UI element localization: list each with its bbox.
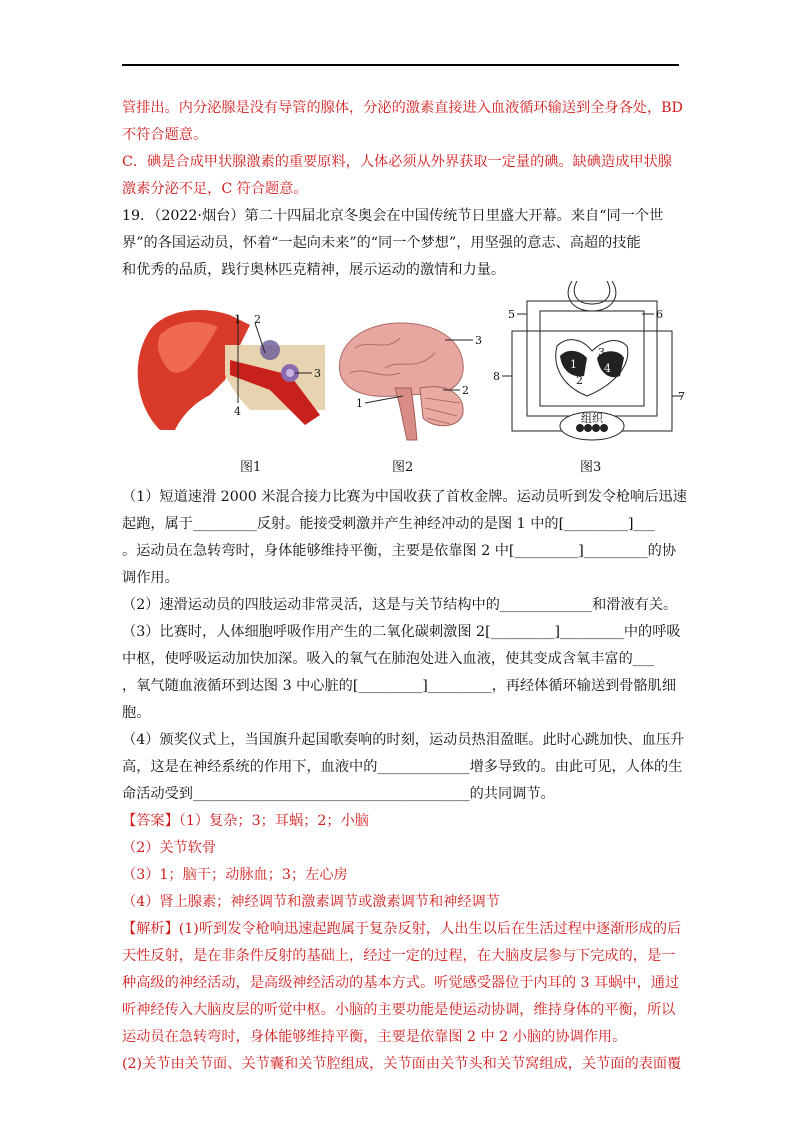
text-line-8: （1）短道速滑 2000 米混合接力比赛为中国收获了首枚金牌。运动员听到发令枪响后迅速 <box>122 489 687 505</box>
fig3-label-1: 1 <box>570 358 577 371</box>
text-line-20: 【答案】（1）复杂；3；耳蜗；2；小脑 <box>122 813 369 829</box>
text-line-19: 命活动受到_______________________________________的共同调节。 <box>122 786 555 802</box>
fig3-label-8: 8 <box>493 370 500 383</box>
text-line-6: 界”的各国运动员，怀着“一起向未来”的“同一个梦想”，用坚强的意志、高超的技能 <box>122 235 641 251</box>
fig3-label-3: 3 <box>598 346 605 359</box>
figure-2-brain <box>325 318 485 443</box>
text-line-23: （4）肾上腺素；神经调节和激素调节或激素调节和神经调节 <box>122 894 500 910</box>
text-line-27: 听神经传入大脑皮层的听觉中枢。小脑的主要功能是使运动协调，维持身体的平衡，所以 <box>122 1002 676 1018</box>
text-line-25: 天性反射，是在非条件反射的基础上，经过一定的过程，在大脑皮层参与下完成的，是一 <box>122 948 676 964</box>
text-line-1: 管排出。内分泌腺是没有导管的腺体，分泌的激素直接进入血液循环输送到全身各处，BD <box>122 100 683 116</box>
figure-1-caption: 图1 <box>240 460 262 475</box>
figure-2-caption: 图2 <box>392 460 414 475</box>
text-line-24: 【解析】(1)听到发令枪响迅速起跑属于复杂反射，人出生以后在生活过程中逐渐形成的后 <box>122 921 682 937</box>
fig3-label-6: 6 <box>656 308 663 321</box>
text-line-12: （2）速滑运动员的四肢运动非常灵活，这是与关节结构中的_____________和滑液有关。 <box>122 597 678 613</box>
fig1-label-3: 3 <box>314 367 321 380</box>
text-line-10: 。运动员在急转弯时，身体能够维持平衡，主要是依靠图 2 中[_________]_________的协 <box>122 543 677 559</box>
fig1-label-1: 1 <box>234 313 241 326</box>
figure-3-circulation <box>492 276 687 446</box>
text-line-29: (2)关节由关节面、关节囊和关节腔组成，关节面由关节头和关节窝组成，关节面的表面覆 <box>122 1056 682 1072</box>
text-line-13: （3）比赛时，人体细胞呼吸作用产生的二氧化碳刺激图 2[_________]_________中的呼吸 <box>122 624 681 640</box>
fig3-tissue-label: 组织 <box>581 412 603 425</box>
fig3-label-2: 2 <box>576 374 583 387</box>
text-line-2: 不符合题意。 <box>122 127 208 143</box>
fig3-label-4: 4 <box>604 362 611 375</box>
text-line-7: 和优秀的品质，践行奥林匹克精神，展示运动的激情和力量。 <box>122 262 506 278</box>
text-line-17: （4）颁奖仪式上，当国旗升起国歌奏响的时刻，运动员热泪盈眶。此时心跳加快、血压升 <box>122 732 685 748</box>
fig1-label-4: 4 <box>234 405 241 418</box>
text-line-22: （3）1；脑干；动脉血；3；左心房 <box>122 867 348 883</box>
fig3-label-5: 5 <box>508 308 515 321</box>
text-line-14: 中枢，使呼吸运动加快加深。吸入的氧气在肺泡处进入血液，使其变成含氧丰富的___ <box>122 651 655 667</box>
fig1-label-2: 2 <box>254 313 261 326</box>
text-line-16: 胞。 <box>122 705 151 721</box>
fig3-label-7: 7 <box>678 390 685 403</box>
figure-3-caption: 图3 <box>580 460 602 475</box>
figure-1-ear <box>130 305 330 435</box>
text-line-4: 激素分泌不足，C 符合题意。 <box>122 181 308 197</box>
text-line-5: 19．（2022·烟台）第二十四届北京冬奥会在中国传统节日里盛大开幕。来自“同一个世 <box>122 208 664 224</box>
text-line-11: 调作用。 <box>122 570 179 586</box>
text-line-18: 高，这是在神经系统的作用下，血液中的_____________增多导致的。由此可见，人体的生 <box>122 759 683 775</box>
fig2-label-3: 3 <box>475 334 482 347</box>
text-line-9: 起跑，属于_________反射。能接受刺激并产生神经冲动的是图 1 中的[_________]___ <box>122 516 655 532</box>
text-line-28: 运动员在急转弯时，身体能够维持平衡，主要是依靠图 2 中 2 小脑的协调作用。 <box>122 1029 627 1045</box>
text-line-21: （2）关节软骨 <box>122 840 217 856</box>
fig2-label-2: 2 <box>462 384 469 397</box>
text-line-26: 种高级的神经活动，是高级神经活动的基本方式。听觉感受器位于内耳的 3 耳蜗中，通过 <box>122 975 680 991</box>
fig2-label-1: 1 <box>356 397 363 410</box>
header-rule <box>122 64 679 66</box>
text-line-15: ，氧气随血液循环到达图 3 中心脏的[_________]_________，再经体循环输送到骨骼肌细 <box>122 678 677 694</box>
text-line-3: C．碘是合成甲状腺激素的重要原料，人体必须从外界获取一定量的碘。缺碘造成甲状腺 <box>122 154 672 170</box>
